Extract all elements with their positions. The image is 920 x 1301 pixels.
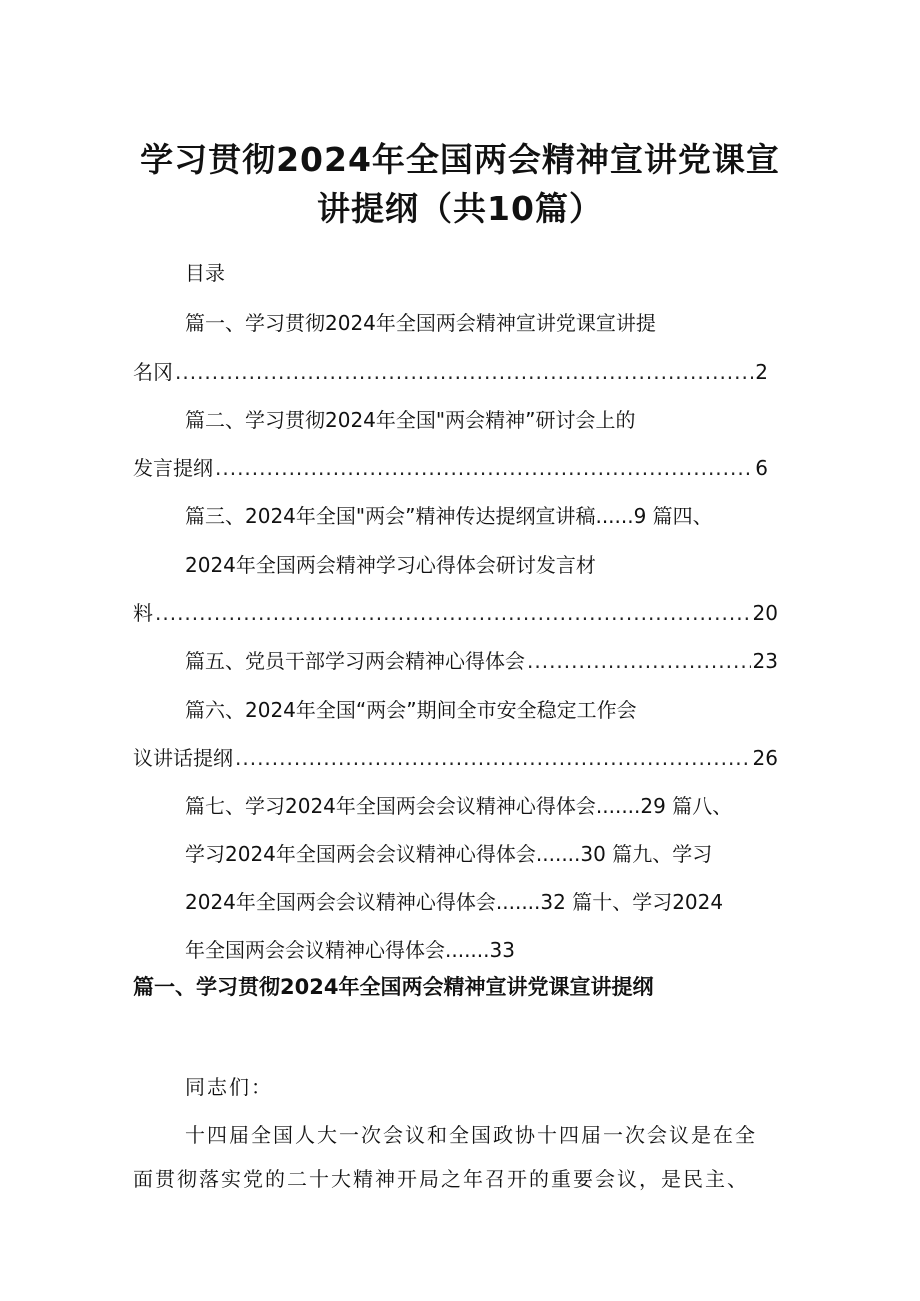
document-title-line-2: 讲提纲（共10篇）: [317, 189, 603, 228]
toc-entry-5[interactable]: [185, 646, 778, 676]
toc-entry-1-page: 2: [755, 360, 768, 384]
salutation: 同志们：: [185, 1075, 273, 1099]
toc-entry-3-line-1[interactable]: 篇三、2024年全国"两会”精神传达提纲宣讲稿......9 篇四、: [185, 504, 713, 528]
toc-entry-8[interactable]: 学习2024年全国两会会议精神心得体会.......30 篇九、学习: [185, 842, 713, 866]
toc-heading: 目录: [185, 261, 225, 285]
toc-entry-2-page: 6: [755, 456, 768, 480]
toc-entry-4-page: 20: [752, 601, 778, 625]
toc-leader-dots: [155, 598, 751, 628]
paragraph-line-2: 面贯彻落实党的二十大精神开局之年召开的重要会议，是民主、: [133, 1167, 749, 1191]
toc-entry-2-tail: 发言提纲: [133, 456, 213, 480]
toc-entry-6-tail: 议讲话提纲: [133, 746, 233, 770]
toc-entry-2-line-1[interactable]: 篇二、学习贯彻2024年全国"两会精神”研讨会上的: [185, 408, 636, 432]
toc-entry-10[interactable]: 年全国两会会议精神心得体会.......33: [185, 938, 515, 962]
section-heading: 篇一、学习贯彻2024年全国两会精神宣讲党课宣讲提纲: [133, 975, 654, 999]
toc-entry-1-line-1[interactable]: 篇一、学习贯彻2024年全国两会精神宣讲党课宣讲提: [185, 311, 656, 335]
document-title-line-1: 学习贯彻2024年全国两会精神宣讲党课宣: [140, 140, 780, 179]
toc-entry-5-page: 23: [752, 649, 778, 673]
toc-leader-dots: [215, 453, 753, 483]
toc-entry-4-tail: 料: [133, 601, 153, 625]
toc-entry-4-line-1[interactable]: 2024年全国两会精神学习心得体会研讨发言材: [185, 553, 596, 577]
toc-entry-1-tail: 名冈: [133, 360, 173, 384]
toc-leader-dots: [235, 743, 751, 773]
toc-entry-6-line-1[interactable]: 篇六、2024年全国“两会”期间全市安全稳定工作会: [185, 698, 637, 722]
toc-entry-1-line-2[interactable]: [133, 357, 768, 387]
toc-entry-4-line-2[interactable]: [133, 598, 778, 628]
paragraph-line-1: 十四届全国人大一次会议和全国政协十四届一次会议是在全: [185, 1123, 757, 1147]
toc-leader-dots: [175, 357, 753, 387]
toc-entry-5-title: 篇五、党员干部学习两会精神心得体会: [185, 649, 525, 673]
toc-entry-6-page: 26: [752, 746, 778, 770]
toc-entry-2-line-2[interactable]: [133, 453, 768, 483]
toc-leader-dots: [527, 646, 751, 676]
toc-entry-9[interactable]: 2024年全国两会会议精神心得体会.......32 篇十、学习2024: [185, 890, 724, 914]
toc-entry-6-line-2[interactable]: [133, 743, 778, 773]
toc-entry-7[interactable]: 篇七、学习2024年全国两会会议精神心得体会.......29 篇八、: [185, 794, 733, 818]
